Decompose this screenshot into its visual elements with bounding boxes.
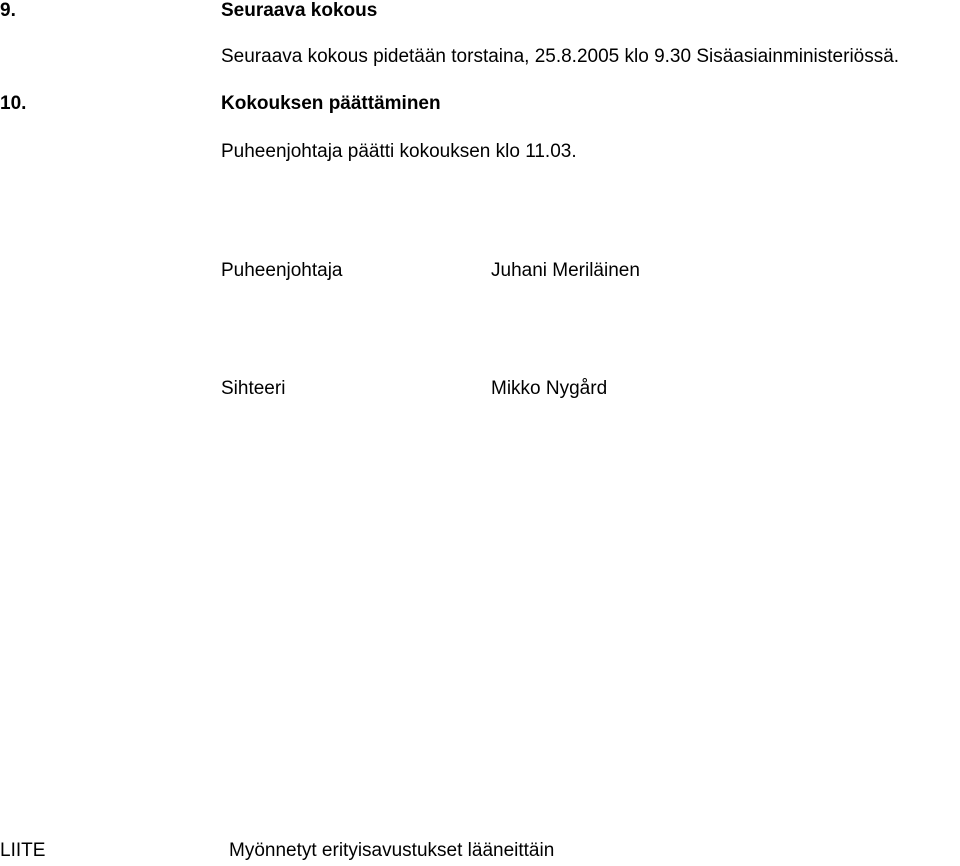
section-body: Puheenjohtaja päätti kokouksen klo 11.03. — [221, 141, 577, 162]
section-number: 9. — [0, 0, 16, 21]
section-heading: Kokouksen päättäminen — [221, 93, 441, 114]
signature-name: Juhani Meriläinen — [491, 260, 640, 281]
signature-role: Puheenjohtaja — [221, 260, 343, 281]
signature-role: Sihteeri — [221, 378, 286, 399]
section-number: 10. — [0, 93, 27, 114]
section-heading: Seuraava kokous — [221, 0, 378, 21]
appendix-label: LIITE — [0, 840, 46, 861]
appendix-title: Myönnetyt erityisavustukset lääneittäin — [229, 840, 555, 861]
section-body: Seuraava kokous pidetään torstaina, 25.8.2005 klo 9.30 Sisäasiainministeriössä. — [221, 46, 900, 67]
signature-name: Mikko Nygård — [491, 378, 608, 399]
